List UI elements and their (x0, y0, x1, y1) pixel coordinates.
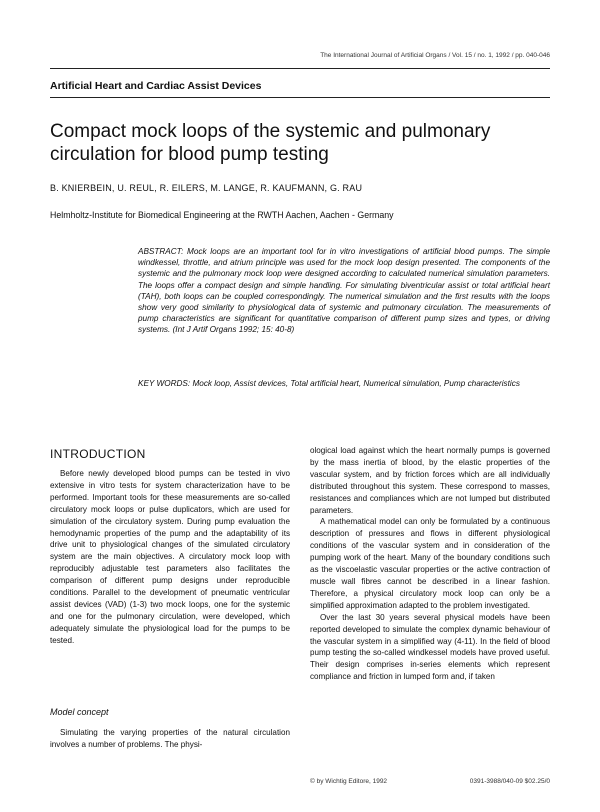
introduction-heading: INTRODUCTION (50, 447, 146, 461)
author-list: B. KNIERBEIN, U. REUL, R. EILERS, M. LANGE, R. KAUFMANN, G. RAU (50, 183, 363, 193)
model-concept-paragraph: Simulating the varying properties of the natural circulation involves a number of problems. The physi- (50, 728, 290, 749)
model-concept-heading: Model concept (50, 707, 109, 717)
section-label: Artificial Heart and Cardiac Assist Devices (50, 80, 262, 92)
copyright-notice: © by Wichtig Editore, 1992 (310, 778, 388, 785)
section-rule (50, 97, 550, 98)
right-paragraph-3: Over the last 30 years several physical models have been reported developed to simulate the complex dynamic behaviour of the vascular system in a simplified way (4-11). In the field of blood pump testing the so-called windkessel models have proved useful. Their design comprises in-series elements which represent compliance and friction in lumped form and, if taken (310, 612, 550, 682)
right-column (310, 445, 550, 683)
right-paragraph-1: ological load against which the heart normally pumps is governed by the mass inertia of blood, by the elastic properties of the vascular system, and by friction forces which are all individually distributed throughout this system. These correspond to masses, resistances and compliances which are not lumped but distributed parameters. (310, 446, 550, 515)
right-paragraph-2: A mathematical model can only be formulated by a continuous description of pressures and flows in different physiological conditions of the vascular system and in consideration of the pumping work of the heart. Many of the boundary conditions such as the viscoelastic vascular properties or the active contraction of muscle wall fibres cannot be described in a linear fashion. Therefore, a physical circulatory mock loop can only be a simplified approximation adapted to the problem investigated. (310, 517, 550, 610)
header-rule (50, 68, 550, 69)
intro-paragraph: Before newly developed blood pumps can be tested in vivo extensive in vitro tests for system characterization have to be performed. Important tools for these measurements are so-called circulatory mock loops or pulse duplicators, which are used for simulation of the circulatory system. During pump evaluation the hemodynamic properties of the pump and the adaptability of its drive unit to physiological changes of the simulated circulatory system are the main objectives. A circulatory mock loop with reproducibly adjustable test parameters also facilitates the comparison of different pump designs under reproducible conditions. Parallel to the development of pneumatic ventricular assist devices (VAD) (1-3) two mock loops, one for the systemic and one for the pulmonary circulation, were developed, which adequately simulate the physiological load for the pumps to be tested. (50, 469, 290, 645)
journal-citation: The International Journal of Artificial Organs / Vol. 15 / no. 1, 1992 / pp. 040-046 (320, 52, 550, 59)
abstract: ABSTRACT: Mock loops are an important tool for in vitro investigations of artificial blood pumps. The simple windkessel, throttle, and atrium principle was used for the mock loop design presented. The components of the systemic and the pulmonary mock loop were designed according to calculated numerical simulation parameters. The loops offer a compact design and simple handling. For simulating biventricular assist or total artificial heart (TAH), both loops can be coupled correspondingly. The numerical simulation and the first results with the loops show very good similarity to physiological data of systemic and pulmonary circulation. The measurements of pump characteristics are significant for quantitative comparison of different pump sizes and types, or driving systems. (Int J Artif Organs 1992; 15: 40-8) (138, 247, 550, 335)
keywords: KEY WORDS: Mock loop, Assist devices, Total artificial heart, Numerical simulation, Pump characteristics (138, 379, 520, 388)
article-code: 0391-3988/040-09 $02.25/0 (469, 778, 550, 785)
article-title: Compact mock loops of the systemic and pulmonary circulation for blood pump testing (50, 121, 491, 165)
affiliation: Helmholtz-Institute for Biomedical Engineering at the RWTH Aachen, Aachen - Germany (50, 210, 394, 220)
